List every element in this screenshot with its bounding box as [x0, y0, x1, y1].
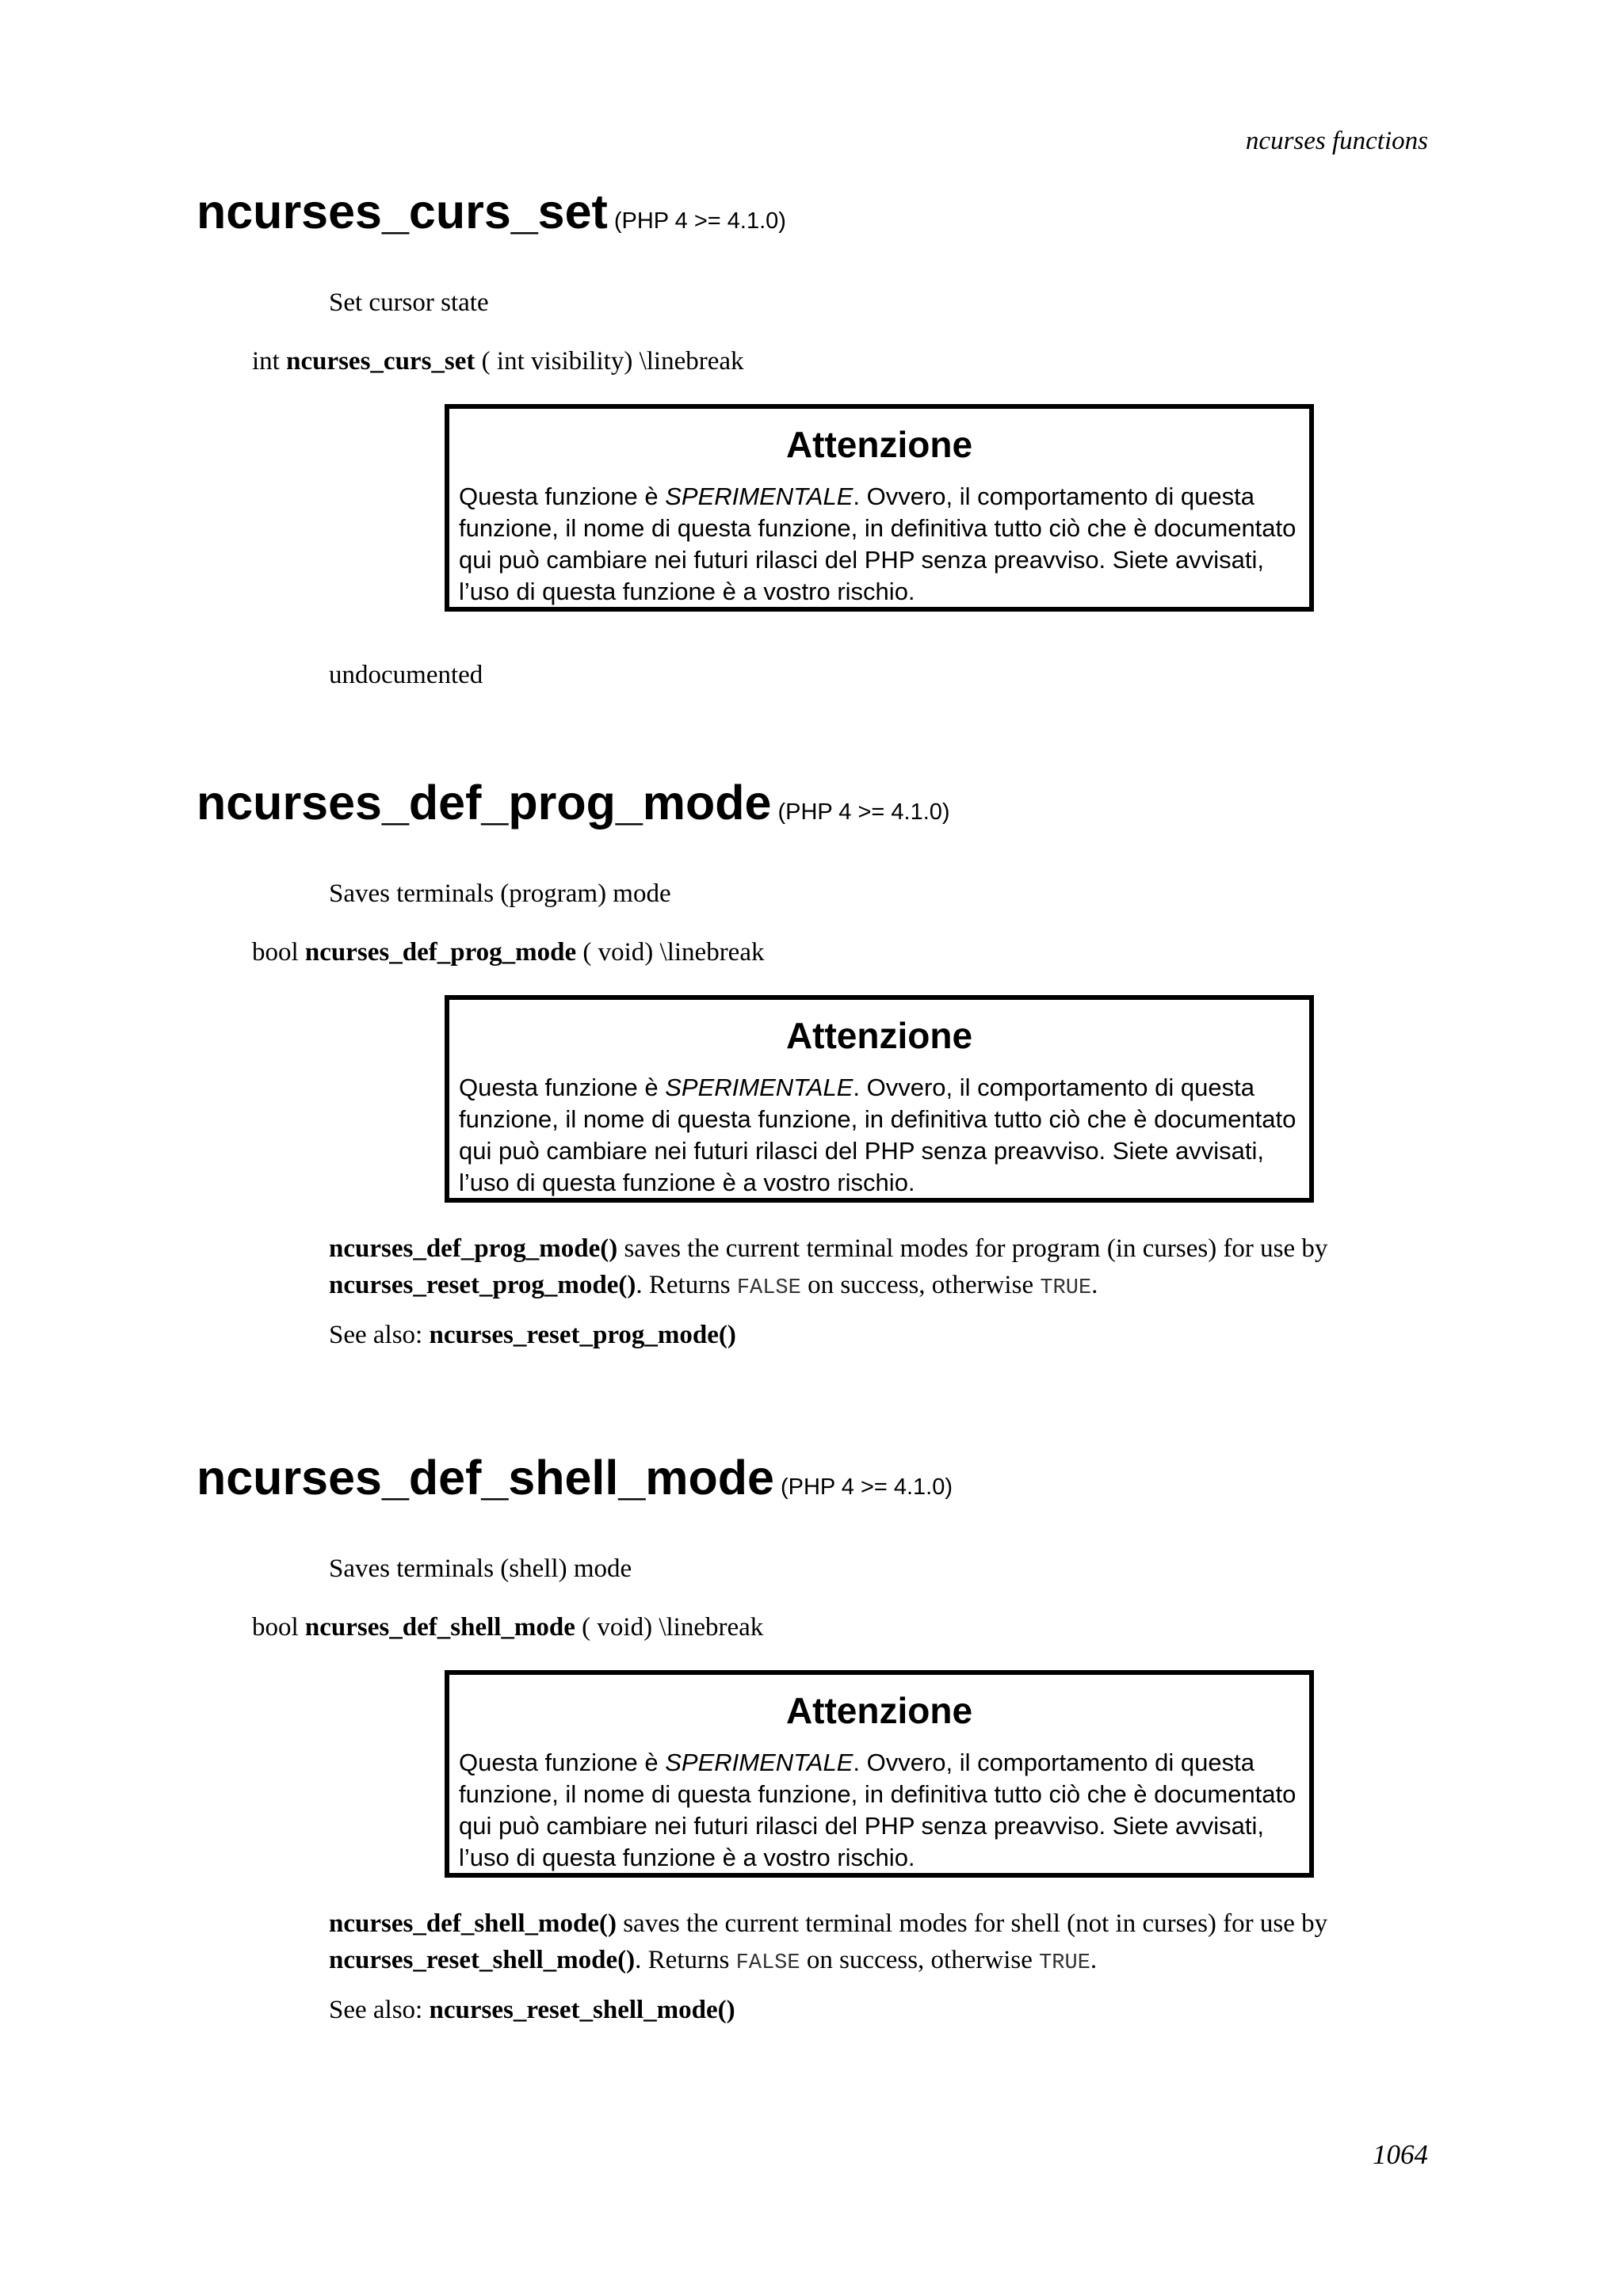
parameters: ( void) \linebreak: [582, 938, 765, 967]
warning-text: Questa funzione è SPERIMENTALE. Ovvero, il comportamento di questa funzione, il nome di questa funzione, in definitiva tutto ciò che è documentato qui può cambiare nei futuri rilasci del PHP senza preavviso. Siete avvisati, l’uso di questa funzione è a vostro rischio.: [459, 482, 1296, 605]
warning-box: [445, 1670, 1314, 1878]
see-also: See also: ncurses_reset_shell_mode(): [329, 1996, 735, 2024]
see-also: See also: ncurses_reset_prog_mode(): [329, 1321, 736, 1349]
version-note: (PHP 4 >= 4.1.0): [777, 799, 950, 825]
warning-box: [445, 995, 1314, 1203]
return-type: int: [252, 347, 280, 376]
warning-title: Attenzione: [785, 424, 973, 465]
return-type: bool: [252, 1613, 299, 1642]
warning-title: Attenzione: [785, 1690, 973, 1731]
parameters: ( int visibility) \linebreak: [481, 347, 744, 376]
warning-text: Questa funzione è SPERIMENTALE. Ovvero, il comportamento di questa funzione, il nome di questa funzione, in definitiva tutto ciò che è documentato qui può cambiare nei futuri rilasci del PHP senza preavviso. Siete avvisati, l’uso di questa funzione è a vostro rischio.: [459, 1749, 1296, 1871]
warning-title: Attenzione: [785, 1015, 973, 1056]
function-name: ncurses_curs_set: [197, 185, 608, 238]
function-name: ncurses_def_prog_mode: [197, 776, 772, 830]
function-synopsis: [252, 347, 744, 376]
see-also-link: ncurses_reset_prog_mode(): [429, 1321, 736, 1349]
function-purpose: Set cursor state: [329, 288, 489, 317]
function-heading: [197, 775, 950, 830]
see-also-link: ncurses_reset_shell_mode(): [429, 1996, 735, 2024]
synopsis-function-name: ncurses_def_prog_mode: [304, 938, 577, 967]
function-synopsis: [252, 938, 764, 967]
warning-text: Questa funzione è SPERIMENTALE. Ovvero, il comportamento di questa funzione, il nome di questa funzione, in definitiva tutto ciò che è documentato qui può cambiare nei futuri rilasci del PHP senza preavviso. Siete avvisati, l’uso di questa funzione è a vostro rischio.: [459, 1074, 1296, 1196]
synopsis-function-name: ncurses_curs_set: [286, 347, 475, 376]
function-synopsis: [252, 1613, 763, 1642]
function-description: undocumented: [329, 661, 483, 689]
function-purpose: Saves terminals (shell) mode: [329, 1554, 632, 1583]
function-description: ncurses_def_shell_mode() saves the current terminal modes for shell (not in curses) for use by ncurses_reset_shell_mode(). Returns FALSE on success, otherwise TRUE.: [329, 1909, 1328, 1975]
parameters: ( void) \linebreak: [582, 1613, 764, 1642]
page-number: 1064: [1373, 2139, 1428, 2170]
version-note: (PHP 4 >= 4.1.0): [780, 1474, 953, 1500]
version-note: (PHP 4 >= 4.1.0): [613, 208, 786, 234]
function-description: ncurses_def_prog_mode() saves the current terminal modes for program (in curses) for use by ncurses_reset_prog_mode(). Returns FALSE on success, otherwise TRUE.: [329, 1234, 1328, 1300]
synopsis-function-name: ncurses_def_shell_mode: [304, 1613, 575, 1642]
return-type: bool: [252, 938, 299, 967]
function-purpose: Saves terminals (program) mode: [329, 879, 671, 908]
running-header: ncurses functions: [1245, 127, 1428, 155]
function-heading: [197, 184, 786, 239]
function-heading: [197, 1450, 953, 1505]
function-name: ncurses_def_shell_mode: [197, 1451, 774, 1505]
warning-box: [445, 404, 1314, 612]
